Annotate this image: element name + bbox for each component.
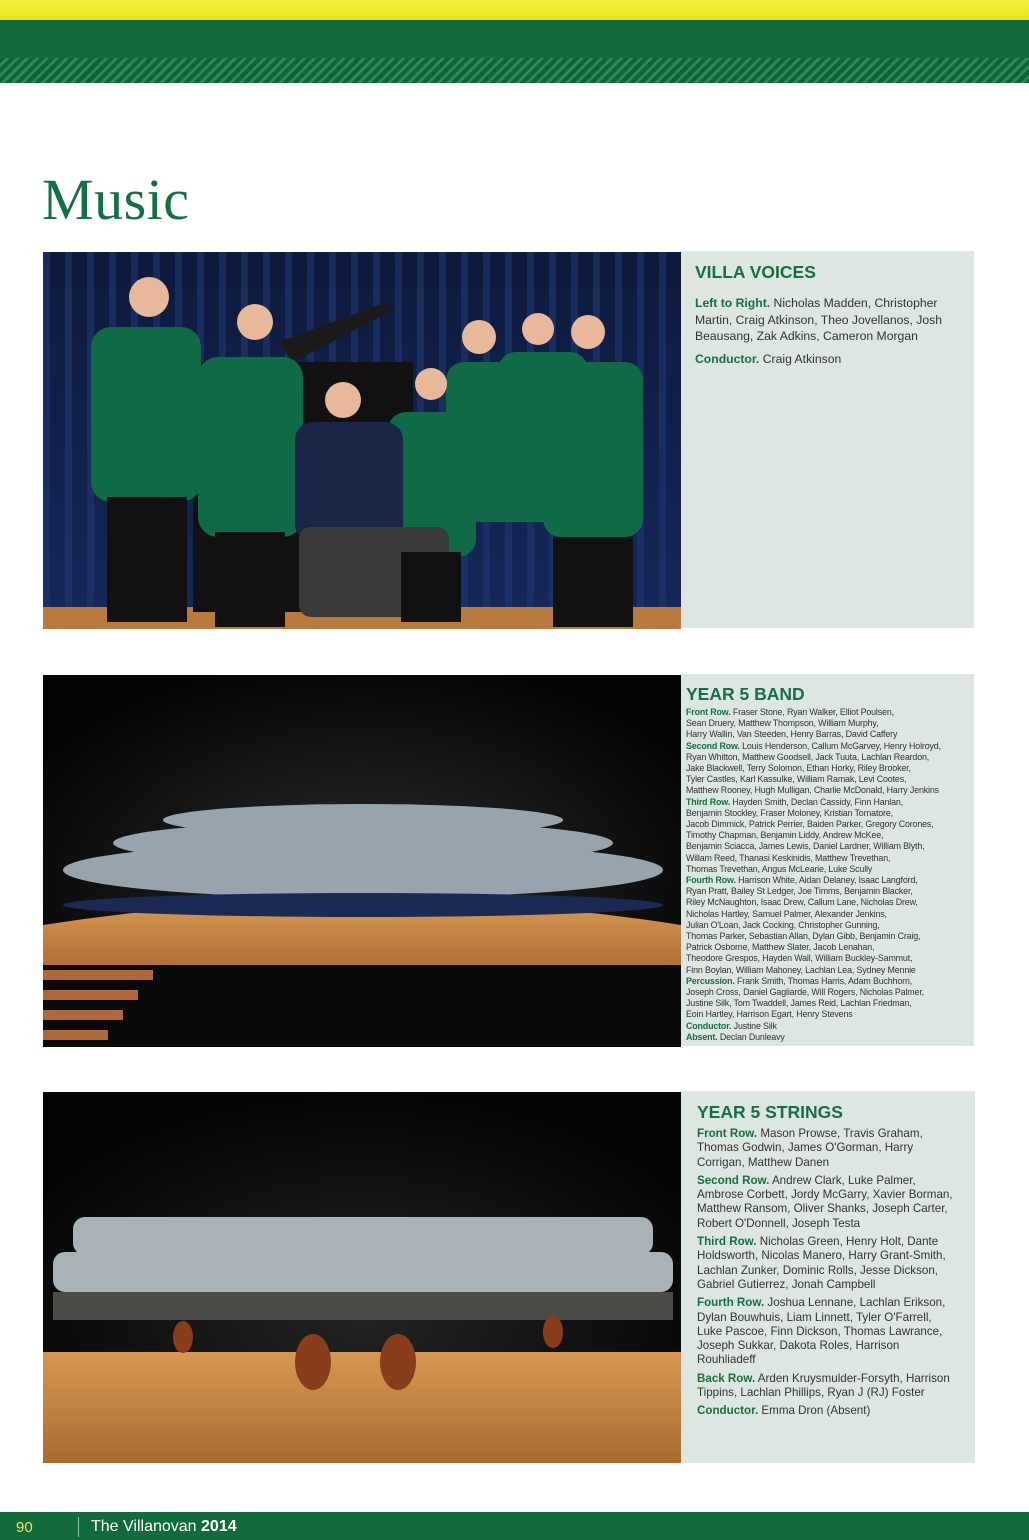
band-row: Second Row. Louis Henderson, Callum McGarvey, Henry Holroyd, [686, 740, 941, 751]
band-row-line: Tyler Castles, Karl Kassulke, William Ramak, Levi Cootes, [686, 774, 907, 785]
band-row-line: Ryan Pratt, Bailey St Ledger, Joe Timms, Benjamin Blacker, [686, 886, 913, 897]
band-row-line: Riley McNaughton, Isaac Drew, Callum Lane, Nicholas Drew, [686, 897, 918, 908]
year5-band-panel [681, 674, 974, 1046]
year5-strings-rows [697, 1127, 959, 1419]
band-row: Conductor. Justine Silk [686, 1020, 777, 1031]
band-row: Absent. Declan Dunleavy [686, 1031, 785, 1042]
band-row-line: Timothy Chapman, Benjamin Liddy, Andrew McKee, [686, 830, 884, 841]
year5-strings-photo [43, 1092, 681, 1463]
band-row-line: Benjamin Sciacca, James Lewis, Daniel Lardner, William Blyth, [686, 841, 925, 852]
footer-divider [78, 1517, 79, 1537]
strings-row: Conductor. Emma Dron (Absent) [697, 1404, 871, 1418]
top-hatch-pattern [0, 58, 1029, 83]
band-row-line: Nicholas Hartley, Samuel Palmer, Alexander Jenkins, [686, 908, 887, 919]
band-row-line: Joseph Cross, Daniel Gagliarde, Will Rogers, Nicholas Palmer, [686, 987, 924, 998]
year5-band-rows [686, 707, 969, 1043]
band-row-line: Jake Blackwell, Terry Solomon, Ethan Horky, Riley Brooker, [686, 763, 911, 774]
page-number: 90 [16, 1519, 33, 1536]
band-row-line: Willam Reed, Thanasi Keskinidis, Matthew Trevethan, [686, 852, 891, 863]
band-row-line: Justine Silk, Tom Twaddell, James Reid, Lachlan Friedman, [686, 998, 912, 1009]
villa-voices-panel [681, 251, 974, 628]
publication-title: The Villanovan 2014 [91, 1518, 237, 1535]
band-row-line: Benjamin Stockley, Fraser Moloney, Kristian Tornatore, [686, 807, 893, 818]
band-row-line: Eoin Hartley, Harrison Egart, Henry Stevens [686, 1009, 853, 1020]
year5-band-photo [43, 675, 681, 1047]
villa-voices-row: Conductor. Craig Atkinson [695, 351, 842, 366]
band-row-line: Theodore Grespos, Hayden Wall, William Buckley-Sammut, [686, 953, 913, 964]
year5-strings-heading: YEAR 5 STRINGS [697, 1102, 843, 1122]
band-row: Fourth Row. Harrison White, Aidan Delaney, Isaac Langford, [686, 875, 918, 886]
top-yellow-stripe [0, 0, 1029, 20]
strings-row: Fourth Row. Joshua Lennane, Lachlan Erikson, Dylan Bouwhuis, Liam Linnett, Tyler O'Farrell, Luke Pascoe, Finn Dickson, Thomas Lawrance, Joseph Sukkar, Dakota Roles, Harrison Rouhliadeff [697, 1296, 946, 1367]
strings-row: Third Row. Nicholas Green, Henry Holt, Dante Holdsworth, Nicolas Manero, Harry Grant-Smith, Lachlan Zunker, Dominic Rolls, Jesse Dickson, Gabriel Gutierrez, Jonah Campbell [697, 1235, 946, 1291]
band-row-line: Finn Boylan, William Mahoney, Lachlan Lea, Sydney Mennie [686, 964, 916, 975]
band-row-line: Sean Druery, Matthew Thompson, William Murphy, [686, 718, 879, 729]
page-title: Music [42, 167, 190, 232]
band-row: Front Row. Fraser Stone, Ryan Walker, Elliot Poulsen, [686, 707, 894, 717]
band-row-line: Matthew Rooney, Hugh Mulligan, Charlie McDonald, Harry Jenkins [686, 785, 939, 796]
band-row: Third Row. Hayden Smith, Declan Cassidy, Finn Hanlan, [686, 796, 903, 807]
year5-band-heading: YEAR 5 BAND [686, 684, 805, 704]
band-row-line: Harry Wallin, Van Steeden, Henry Barras, David Caffery [686, 729, 898, 740]
villa-voices-photo [43, 252, 681, 629]
band-row-line: Thomas Parker, Sebastian Allan, Dylan Gibb, Benjamin Craig, [686, 931, 921, 942]
strings-row: Second Row. Andrew Clark, Luke Palmer, Ambrose Corbett, Jordy McGarry, Xavier Borman, Matthew Ransom, Oliver Shanks, Joseph Carter, Robert O'Donnell, Joseph Testa [697, 1173, 953, 1230]
villa-voices-heading: VILLA VOICES [695, 262, 816, 282]
band-row-line: Jacob Dimmick, Patrick Perrier, Baiden Parker, Gregory Corones, [686, 819, 934, 830]
band-row-line: Julian O'Loan, Jack Cocking, Christopher Gunning, [686, 919, 880, 930]
band-row: Percussion. Frank Smith, Thomas Harris, Adam Buchhorn, [686, 975, 913, 986]
band-row-line: Ryan Whitton, Matthew Goodsell, Jack Tuuta, Lachlan Reardon, [686, 751, 930, 762]
strings-row: Front Row. Mason Prowse, Travis Graham, Thomas Godwin, James O'Gorman, Harry Corrigan, Matthew Danen [697, 1127, 923, 1169]
villa-voices-row: Left to Right. Nicholas Madden, Christopher Martin, Craig Atkinson, Theo Jovellanos, Josh Beausang, Zak Adkins, Cameron Morgan [695, 296, 943, 344]
year5-strings-panel [681, 1091, 975, 1463]
band-row-line: Patrick Osborne, Matthew Slater, Jacob Lenahan, [686, 942, 875, 953]
strings-row: Back Row. Arden Kruysmulder-Forsyth, Harrison Tippins, Lachlan Phillips, Ryan J (RJ) Foster [697, 1371, 950, 1400]
band-row-line: Thomas Trevethan, Angus McLearie, Luke Scully [686, 863, 873, 874]
